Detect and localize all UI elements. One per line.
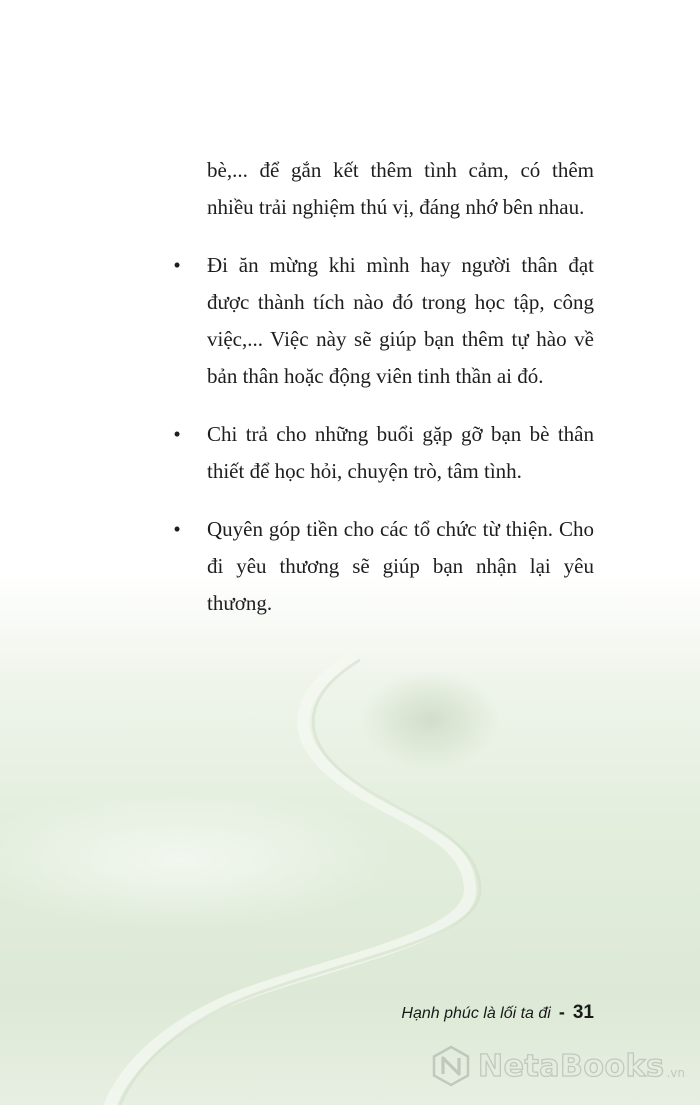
watermark-brand: NetaBooks [478, 1048, 665, 1084]
list-item [170, 247, 594, 395]
bullet-dot: • [173, 517, 181, 541]
page-body [170, 152, 594, 643]
watermark-suffix: .vn [666, 1066, 685, 1080]
netabooks-logo-icon [430, 1045, 472, 1087]
footer-separator: - [558, 1002, 565, 1022]
watermark [430, 1045, 685, 1087]
list-item [170, 416, 594, 490]
bullet-dot: • [173, 422, 181, 446]
list-item-text: Đi ăn mừng khi mình hay người thân đạt được thành tích nào đó trong học tập, công việc,... Việc này sẽ giúp bạn thêm tự hào về bản thân hoặc động viên tinh thần ai đó. [207, 253, 594, 388]
list-item [170, 511, 594, 622]
continuation-paragraph: bè,... để gắn kết thêm tình cảm, có thêm nhiều trải nghiệm thú vị, đáng nhớ bên nhau. [207, 158, 594, 219]
list-item-text: Quyên góp tiền cho các tổ chức từ thiện. Cho đi yêu thương sẽ giúp bạn nhận lại yêu thương. [207, 517, 594, 615]
list-item-text: Chi trả cho những buổi gặp gỡ bạn bè thân thiết để học hỏi, chuyện trò, tâm tình. [207, 422, 594, 483]
running-title: Hạnh phúc là lối ta đi [401, 1005, 551, 1022]
page-number: 31 [572, 1002, 594, 1023]
page-footer [401, 1002, 594, 1024]
bullet-dot: • [173, 253, 181, 277]
